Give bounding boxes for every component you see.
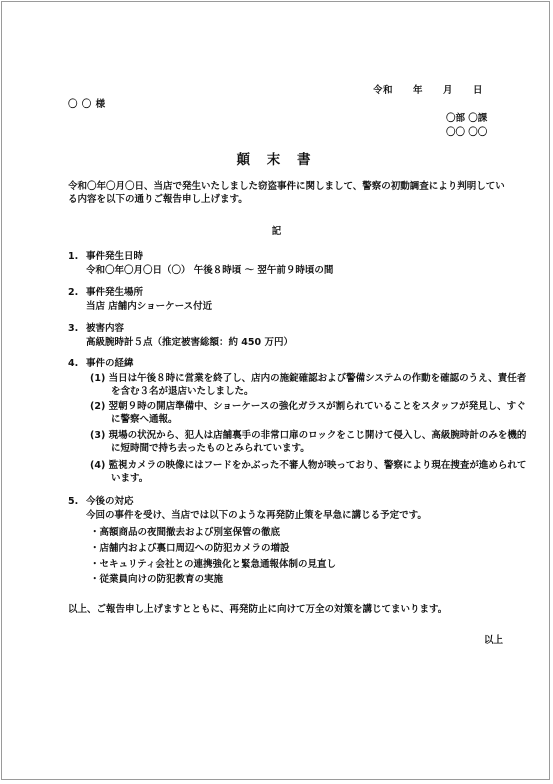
section-1-heading: [68, 251, 143, 263]
section-5-body: 今回の事件を受け、当店では以下のような再発防止策を早急に講じる予定です。: [86, 510, 427, 521]
closing-ijo: 以上: [484, 635, 504, 646]
section-title: 今後の対応: [86, 496, 134, 507]
section-3-heading: [68, 323, 124, 335]
section-title: 被害内容: [86, 323, 125, 334]
section-2-body: 当店 店舗内ショーケース付近: [86, 301, 213, 312]
section-number: 2.: [68, 287, 79, 298]
sender-department: 〇部 〇課: [446, 113, 488, 124]
section-2-heading: [68, 287, 143, 299]
ki-marker: 記: [271, 226, 282, 237]
section-number: 4.: [68, 358, 79, 369]
closing-paragraph: 以上、ご報告申し上げますとともに、再発防止に向けて万全の対策を講じてまいります。: [68, 604, 448, 615]
incident-step: (4) 監視カメラの映像にはフードをかぶった不審人物が映っており、警察により現在捜査が進められています。: [90, 460, 527, 484]
report-date: 令和 年 月 日: [373, 85, 484, 96]
section-3-body: 高級腕時計５点（推定被害総額：約 450 万円）: [86, 337, 293, 348]
section-1-body: 令和〇年〇月〇日（〇） 午後８時頃 ～ 翌午前９時頃の間: [86, 265, 334, 276]
document-title: 顛 末 書: [236, 152, 317, 168]
section-number: 5.: [68, 496, 79, 507]
addressee: 〇 〇 様: [68, 99, 106, 110]
section-title: 事件発生場所: [86, 287, 144, 298]
incident-step: (1) 当日は午後８時に営業を終了し、店内の施錠確認および警備システムの作動を確認のうえ、責任者を含む３名が退店いたしました。: [90, 373, 527, 397]
document-page: [1, 1, 550, 780]
section-title: 事件の経緯: [86, 358, 134, 369]
incident-step: (3) 現場の状況から、犯人は店舗裏手の非常口扉のロックをこじ開けて侵入し、高級腕時計のみを機的に短時間で持ち去ったものとみられています。: [90, 430, 527, 454]
measure-item: ・店舗内および裏口周辺への防犯カメラの増設: [90, 543, 290, 554]
section-5-heading: [68, 496, 134, 508]
section-4-heading: [68, 358, 134, 370]
incident-step: (2) 翌朝９時の開店準備中、ショーケースの強化ガラスが割られていることをスタッフが発見し、すぐに警察へ通報。: [90, 401, 526, 425]
measure-item: ・高額商品の夜間撤去および別室保管の徹底: [90, 527, 281, 538]
section-title: 事件発生日時: [86, 251, 144, 262]
sender-name: 〇〇 〇〇: [446, 127, 488, 138]
intro-paragraph: 令和〇年〇月〇日、当店で発生いたしました窃盗事件に関しまして、警察の初動調査により判明している内容を以下の通りご報告申し上げます。: [68, 181, 505, 205]
section-number: 3.: [68, 323, 79, 334]
measure-item: ・セキュリティ会社との連携強化と緊急通報体制の見直し: [90, 559, 337, 570]
section-number: 1.: [68, 251, 79, 262]
measure-item: ・従業員向けの防犯教育の実施: [90, 574, 224, 585]
